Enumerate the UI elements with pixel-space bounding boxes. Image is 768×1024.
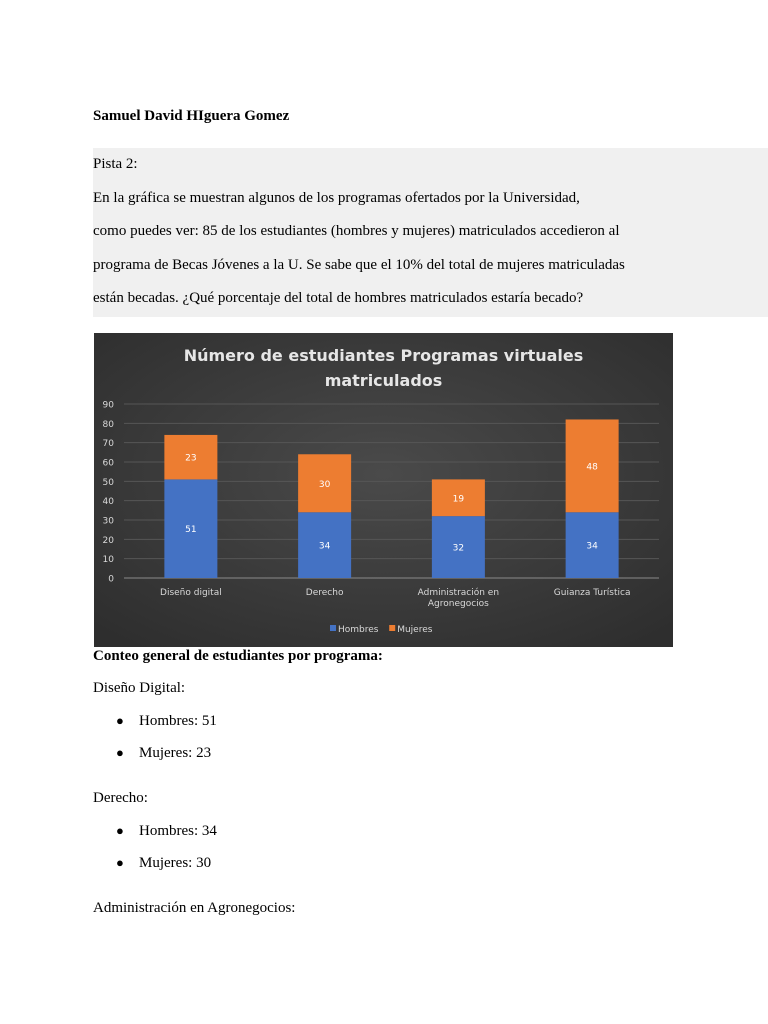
- conteo-title: Conteo general de estudiantes por programa:: [93, 648, 383, 664]
- data-label: 23: [185, 453, 197, 464]
- program-diseno-digital: Diseño Digital:: [93, 680, 186, 696]
- pista-heading: Pista 2:: [93, 156, 138, 172]
- program-derecho: Derecho:: [93, 790, 148, 806]
- list-item-text: Hombres: 51: [139, 713, 217, 729]
- y-tick-label: 30: [102, 516, 114, 527]
- data-label: 32: [452, 543, 465, 554]
- list-item-text: Mujeres: 23: [139, 745, 212, 761]
- y-tick-label: 80: [102, 419, 114, 430]
- data-label: 34: [318, 541, 331, 552]
- diseno-digital-list: [116, 711, 217, 775]
- pista-line: están becadas. ¿Qué porcentaje del total de hombres matriculados estaría becado?: [93, 290, 584, 306]
- data-label: 19: [452, 494, 465, 505]
- list-item-text: Mujeres: 30: [139, 855, 212, 871]
- list-item-text: Hombres: 34: [139, 823, 217, 839]
- author-name: Samuel David HIguera Gomez: [93, 108, 290, 124]
- legend-entry: Mujeres: [397, 625, 433, 635]
- data-label: 30: [318, 479, 331, 490]
- chart-title: Número de estudiantes Programas virtuales: [183, 346, 584, 365]
- x-tick-label: Agronegocios: [427, 599, 489, 609]
- data-label: 34: [586, 541, 598, 552]
- y-tick-label: 0: [108, 574, 114, 585]
- y-tick-label: 40: [102, 497, 114, 508]
- legend-entry: Hombres: [338, 625, 379, 635]
- list-item: [116, 821, 217, 853]
- bullet-icon: ●: [116, 745, 124, 760]
- x-tick-label: Administración en: [417, 588, 500, 598]
- chart-title: matriculados: [324, 371, 443, 390]
- data-label: 51: [185, 525, 197, 536]
- bullet-icon: ●: [116, 713, 124, 728]
- program-administracion-agronegocios: Administración en Agronegocios:: [93, 900, 296, 916]
- y-tick-label: 60: [102, 458, 114, 469]
- legend-swatch: [389, 625, 395, 631]
- pista-line: En la gráfica se muestran algunos de los programas ofertados por la Universidad,: [93, 189, 580, 206]
- y-tick-label: 20: [102, 535, 114, 546]
- x-tick-label: Derecho: [305, 588, 344, 598]
- list-item: [116, 853, 217, 885]
- stacked-bar-chart: [94, 333, 673, 647]
- legend-swatch: [330, 625, 336, 631]
- y-tick-label: 90: [102, 400, 114, 411]
- bullet-icon: ●: [116, 823, 124, 838]
- list-item: [116, 711, 217, 743]
- list-item: [116, 743, 217, 775]
- data-label: 48: [586, 462, 598, 473]
- x-tick-label: Guianza Turística: [553, 588, 631, 598]
- chart-canvas: [94, 333, 673, 647]
- x-tick-label: Diseño digital: [160, 588, 222, 598]
- y-tick-label: 10: [102, 555, 114, 566]
- y-tick-label: 50: [102, 477, 114, 488]
- pista-line: programa de Becas Jóvenes a la U. Se sabe que el 10% del total de mujeres matriculadas: [93, 256, 625, 273]
- bullet-icon: ●: [116, 855, 124, 870]
- pista-line: como puedes ver: 85 de los estudiantes (hombres y mujeres) matriculados accedieron al: [93, 223, 620, 239]
- derecho-list: [116, 821, 217, 885]
- pista-block: [93, 148, 768, 317]
- y-tick-label: 70: [102, 439, 114, 450]
